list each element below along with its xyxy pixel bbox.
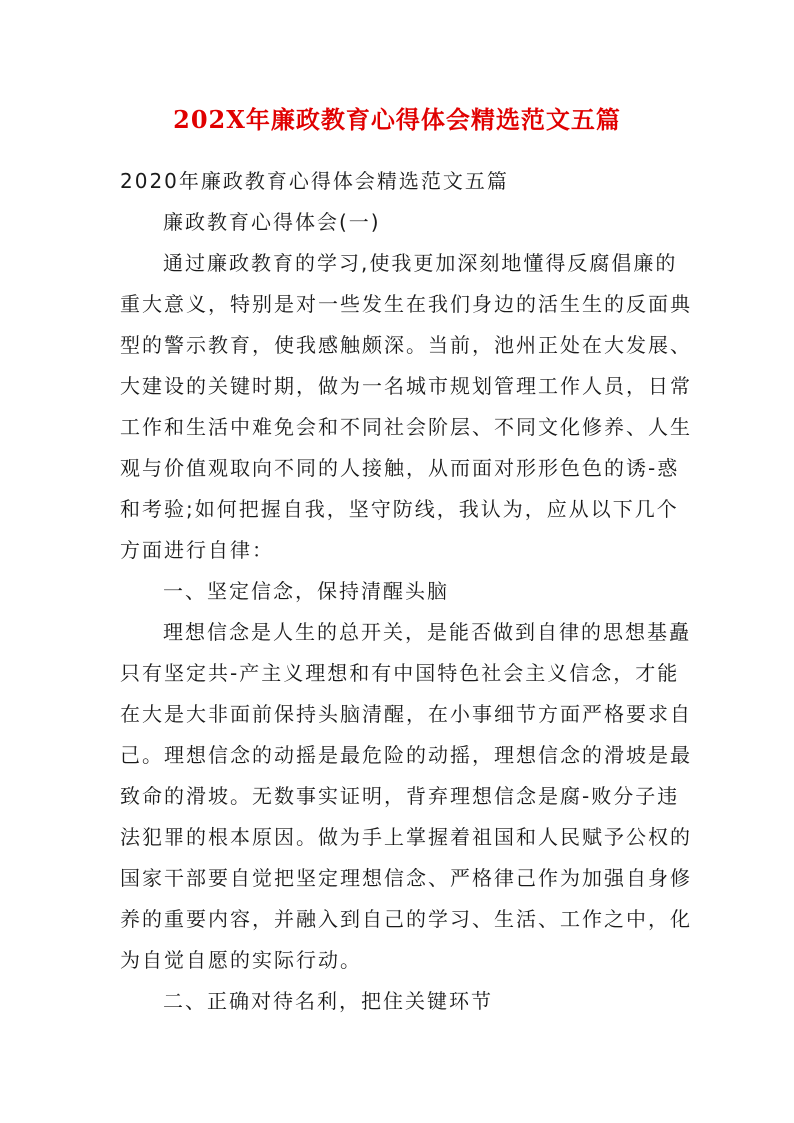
paragraph-line: 重大意义，特别是对一些发生在我们身边的活生生的反面典 [120, 292, 692, 316]
section-heading: 一、坚定信念，保持清醒头脑 [163, 579, 449, 603]
paragraph-line: 法犯罪的根本原因。做为手上掌握着祖国和人民赋予公权的 [120, 825, 692, 849]
paragraph-line: 工作和生活中难免会和不同社会阶层、不同文化修养、人生 [120, 415, 692, 439]
paragraph-line: 在大是大非面前保持头脑清醒，在小事细节方面严格要求自 [120, 702, 692, 726]
section-heading: 二、正确对待名利，把住关键环节 [163, 989, 493, 1013]
paragraph-line: 大建设的关键时期，做为一名城市规划管理工作人员，日常 [120, 374, 692, 398]
paragraph-line: 为自觉自愿的实际行动。 [120, 948, 362, 972]
document-body [120, 161, 690, 1022]
paragraph-line: 通过廉政教育的学习,使我更加深刻地懂得反腐倡廉的 [163, 251, 678, 275]
section-heading: 廉政教育心得体会(一) [163, 210, 381, 234]
paragraph-line: 只有坚定共-产主义理想和有中国特色社会主义信念，才能 [120, 661, 680, 685]
paragraph-line: 观与价值观取向不同的人接触，从而面对形形色色的诱-惑 [120, 456, 680, 480]
paragraph-line: 国家干部要自觉把坚定理想信念、严格律己作为加强自身修 [120, 866, 692, 890]
paragraph-line: 理想信念是人生的总开关，是能否做到自律的思想基矗 [163, 620, 691, 644]
paragraph-line: 致命的滑坡。无数事实证明，背弃理想信念是腐-败分子违 [120, 784, 680, 808]
paragraph-line: 和考验;如何把握自我，坚守防线，我认为，应从以下几个 [120, 497, 679, 521]
document-title: 202X年廉政教育心得体会精选范文五篇 [173, 105, 621, 134]
subtitle-line: 2020年廉政教育心得体会精选范文五篇 [120, 169, 509, 193]
paragraph-line: 己。理想信念的动摇是最危险的动摇，理想信念的滑坡是最 [120, 743, 692, 767]
paragraph-line: 方面进行自律： [120, 538, 274, 562]
paragraph-line: 型的警示教育，使我感触颇深。当前，池州正处在大发展、 [120, 333, 692, 357]
paragraph-line: 养的重要内容，并融入到自己的学习、生活、工作之中，化 [120, 907, 692, 931]
